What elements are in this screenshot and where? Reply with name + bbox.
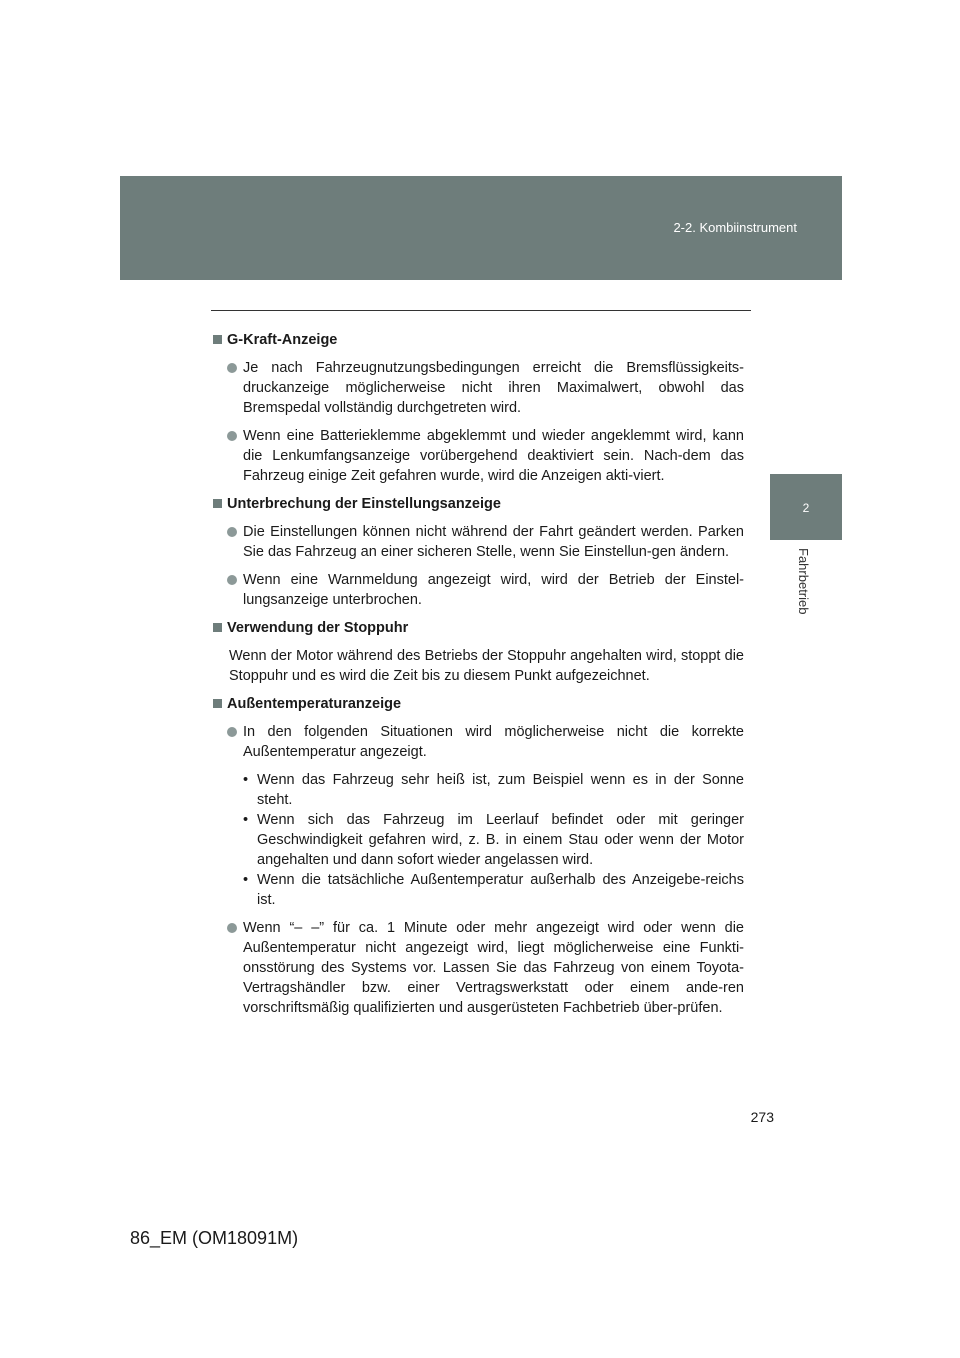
section-heading-text: Außentemperaturanzeige (227, 696, 402, 712)
page-content (213, 330, 744, 1026)
section-heading-text: Unterbrechung der Einstellungsanzeige (227, 496, 501, 512)
circle-bullet-icon (227, 431, 237, 441)
bullet-text: Wenn “– –” für ca. 1 Minute oder mehr angezeigt wird oder wenn die Außentemperatur nicht angezeigt wird, liegt möglicherweise eine Funkti-onsstörung des Systems vor. Lassen Sie das Fahrzeug von einem Toyota-Vertragshändler bzw. einer Vertragswerkstatt oder einem ande-ren vorschriftsmäßig qualifizierten und ausgerüsteten Fachbetrieb über-prüfen. (243, 920, 744, 1016)
bullet-item (213, 918, 744, 1018)
sub-item-text: Wenn die tatsächliche Außentemperatur außerhalb des Anzeigebe-reichs ist. (257, 872, 744, 908)
circle-bullet-icon (227, 363, 237, 373)
section-heading-text: Verwendung der Stoppuhr (227, 620, 409, 636)
square-bullet-icon (213, 335, 222, 344)
sub-list-item (213, 870, 744, 910)
section-heading (213, 494, 744, 514)
section-heading (213, 330, 744, 350)
chapter-number: 2 (802, 501, 810, 515)
sub-item-text: Wenn das Fahrzeug sehr heiß ist, zum Beispiel wenn es in der Sonne steht. (257, 772, 744, 808)
bullet-text: In den folgenden Situationen wird möglicherweise nicht die korrekte Außentemperatur angezeigt. (243, 724, 744, 760)
sub-list-item (213, 810, 744, 870)
circle-bullet-icon (227, 923, 237, 933)
bullet-text: Wenn eine Warnmeldung angezeigt wird, wird der Betrieb der Einstel-lungsanzeige unterbrochen. (243, 572, 744, 608)
bullet-text: Wenn eine Batterieklemme abgeklemmt und wieder angeklemmt wird, kann die Lenkumfangsanzeige vorübergehend deaktiviert sein. Nach-dem das Fahrzeug einige Zeit gefahren wurde, wird die Anzeigen akti-viert. (243, 428, 744, 484)
square-bullet-icon (213, 699, 222, 708)
circle-bullet-icon (227, 575, 237, 585)
bullet-item (213, 722, 744, 762)
dot-bullet-icon: • (243, 812, 249, 828)
section-heading (213, 694, 744, 714)
section-heading-text: G-Kraft-Anzeige (227, 332, 338, 348)
paragraph: Wenn der Motor während des Betriebs der Stoppuhr angehalten wird, stoppt die Stoppuhr und es wird die Zeit bis zu diesem Punkt aufgezeichnet. (229, 648, 744, 684)
bullet-item (213, 570, 744, 610)
section-title: 2-2. Kombiinstrument (673, 220, 797, 235)
sub-list-item (213, 770, 744, 810)
sub-item-text: Wenn sich das Fahrzeug im Leerlauf befindet oder mit geringer Geschwindigkeit gefahren wird, z. B. in einem Stau oder wenn der Motor angehalten und dann sofort wieder angelassen wird. (257, 812, 744, 868)
sub-list (213, 770, 744, 910)
circle-bullet-icon (227, 727, 237, 737)
square-bullet-icon (213, 499, 222, 508)
bullet-text: Die Einstellungen können nicht während der Fahrt geändert werden. Parken Sie das Fahrzeug an einer sicheren Stelle, wenn Sie Einstellun-gen ändern. (243, 524, 744, 560)
bullet-item (213, 426, 744, 486)
page-number: 273 (750, 1109, 774, 1125)
header-rule (211, 310, 751, 311)
circle-bullet-icon (227, 527, 237, 537)
section-heading (213, 618, 744, 638)
bullet-text: Je nach Fahrzeugnutzungsbedingungen erreicht die Bremsflüssigkeits-druckanzeige möglicherweise nicht ihren Maximalwert, obwohl das Bremspedal vollständig durchgetreten wird. (243, 360, 744, 416)
document-code: 86_EM (OM18091M) (130, 1228, 299, 1248)
chapter-tab (770, 474, 842, 540)
bullet-item (213, 522, 744, 562)
dot-bullet-icon: • (243, 872, 249, 888)
square-bullet-icon (213, 623, 222, 632)
chapter-label: Fahrbetrieb (796, 548, 811, 615)
bullet-item (213, 358, 744, 418)
header-band (120, 176, 842, 280)
dot-bullet-icon: • (243, 772, 249, 788)
